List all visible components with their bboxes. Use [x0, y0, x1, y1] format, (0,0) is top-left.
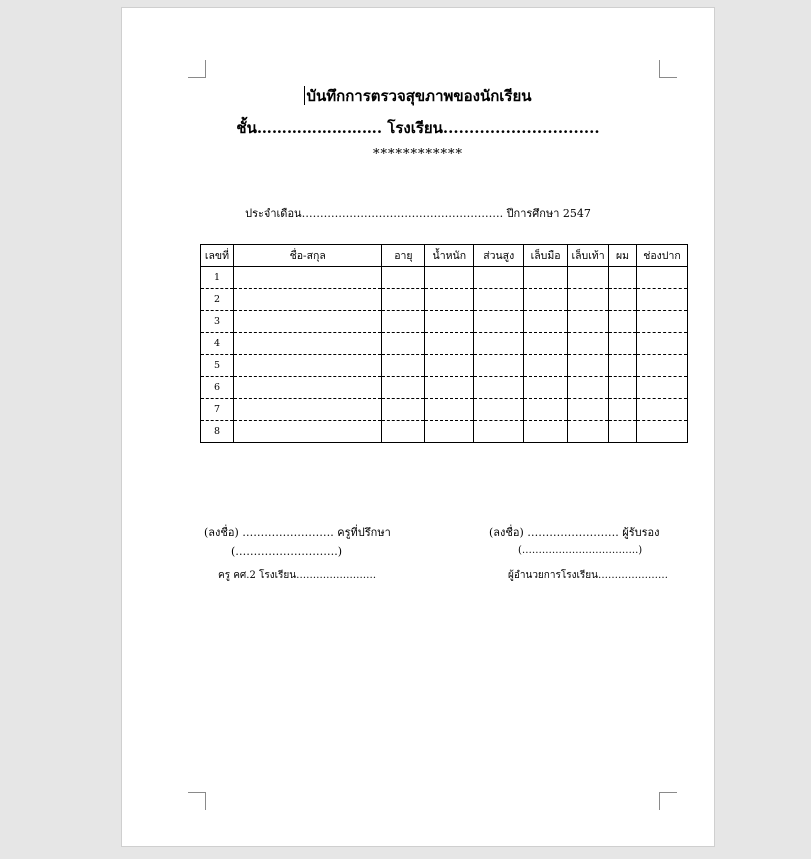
- header-mouth[interactable]: ช่องปาก: [636, 245, 687, 267]
- row-number-cell[interactable]: 1: [201, 267, 234, 289]
- table-cell[interactable]: [609, 267, 637, 289]
- director-signature-line[interactable]: (ลงชื่อ) ……………………. ผู้รับรอง: [489, 526, 660, 539]
- table-cell[interactable]: [636, 399, 687, 421]
- table-cell[interactable]: [568, 355, 609, 377]
- teacher-signature-line[interactable]: (ลงชื่อ) ……………………. ครูที่ปรึกษา: [204, 526, 391, 539]
- document-title-line[interactable]: [122, 84, 714, 108]
- table-cell[interactable]: [474, 377, 524, 399]
- header-name[interactable]: ชื่อ-สกุล: [233, 245, 381, 267]
- table-cell[interactable]: [609, 399, 637, 421]
- header-fingernails[interactable]: เล็บมือ: [524, 245, 568, 267]
- table-cell[interactable]: [609, 311, 637, 333]
- class-school-line[interactable]: ชั้น……………………. โรงเรียน..............................: [236, 119, 600, 137]
- header-toenails[interactable]: เล็บเท้า: [568, 245, 609, 267]
- table-cell[interactable]: [382, 311, 425, 333]
- table-cell[interactable]: [636, 311, 687, 333]
- table-cell[interactable]: [474, 399, 524, 421]
- table-cell[interactable]: [474, 333, 524, 355]
- row-number-cell[interactable]: 5: [201, 355, 234, 377]
- table-cell[interactable]: [425, 311, 474, 333]
- table-cell[interactable]: [524, 355, 568, 377]
- table-cell[interactable]: [233, 311, 381, 333]
- table-row: [201, 267, 688, 289]
- table-cell[interactable]: [474, 267, 524, 289]
- row-number-cell[interactable]: 2: [201, 289, 234, 311]
- row-number-cell[interactable]: 6: [201, 377, 234, 399]
- table-cell[interactable]: [636, 333, 687, 355]
- table-cell[interactable]: [524, 267, 568, 289]
- separator-stars[interactable]: ************: [373, 147, 463, 162]
- table-cell[interactable]: [636, 289, 687, 311]
- table-cell[interactable]: [425, 355, 474, 377]
- table-cell[interactable]: [233, 399, 381, 421]
- table-row: [201, 289, 688, 311]
- table-cell[interactable]: [636, 377, 687, 399]
- table-cell[interactable]: [609, 289, 637, 311]
- table-cell[interactable]: [568, 289, 609, 311]
- header-number[interactable]: เลขที่: [201, 245, 234, 267]
- header-weight[interactable]: น้ำหนัก: [425, 245, 474, 267]
- table-cell[interactable]: [568, 333, 609, 355]
- table-cell[interactable]: [233, 421, 381, 443]
- table-cell[interactable]: [382, 355, 425, 377]
- row-number-cell[interactable]: 8: [201, 421, 234, 443]
- crop-mark-top-right: [659, 60, 677, 78]
- table-cell[interactable]: [382, 377, 425, 399]
- table-cell[interactable]: [382, 289, 425, 311]
- table-cell[interactable]: [425, 377, 474, 399]
- table-cell[interactable]: [425, 421, 474, 443]
- table-cell[interactable]: [524, 289, 568, 311]
- table-cell[interactable]: [233, 267, 381, 289]
- document-title[interactable]: บันทึกการตรวจสุขภาพของนักเรียน: [306, 87, 532, 105]
- table-cell[interactable]: [609, 355, 637, 377]
- crop-mark-bottom-right: [659, 792, 677, 810]
- table-cell[interactable]: [568, 399, 609, 421]
- table-cell[interactable]: [474, 421, 524, 443]
- table-cell[interactable]: [425, 399, 474, 421]
- table-body: [201, 267, 688, 443]
- table-row: [201, 399, 688, 421]
- table-cell[interactable]: [524, 421, 568, 443]
- row-number-cell[interactable]: 4: [201, 333, 234, 355]
- table-cell[interactable]: [524, 377, 568, 399]
- table-cell[interactable]: [425, 267, 474, 289]
- table-cell[interactable]: [425, 289, 474, 311]
- table-cell[interactable]: [524, 311, 568, 333]
- table-cell[interactable]: [568, 421, 609, 443]
- table-cell[interactable]: [636, 267, 687, 289]
- table-cell[interactable]: [382, 267, 425, 289]
- table-cell[interactable]: [609, 333, 637, 355]
- row-number-cell[interactable]: 3: [201, 311, 234, 333]
- table-cell[interactable]: [568, 311, 609, 333]
- table-cell[interactable]: [382, 421, 425, 443]
- header-height[interactable]: ส่วนสูง: [474, 245, 524, 267]
- health-check-table[interactable]: [200, 244, 688, 443]
- table-cell[interactable]: [474, 355, 524, 377]
- table-row: [201, 311, 688, 333]
- table-cell[interactable]: [609, 421, 637, 443]
- table-row: [201, 421, 688, 443]
- crop-mark-top-left: [188, 60, 206, 78]
- table-cell[interactable]: [568, 267, 609, 289]
- table-cell[interactable]: [233, 377, 381, 399]
- table-cell[interactable]: [382, 399, 425, 421]
- table-cell[interactable]: [568, 377, 609, 399]
- table-row: [201, 333, 688, 355]
- month-year-line[interactable]: ประจำเดือน………………………………………………. ปีการศึกษา 2547: [245, 207, 591, 220]
- row-number-cell[interactable]: 7: [201, 399, 234, 421]
- header-hair[interactable]: ผม: [609, 245, 637, 267]
- table-cell[interactable]: [233, 355, 381, 377]
- table-header-row: [201, 245, 688, 267]
- table-cell[interactable]: [233, 333, 381, 355]
- teacher-position-line[interactable]: ครู คศ.2 โรงเรียน……………………: [218, 570, 377, 581]
- header-age[interactable]: อายุ: [382, 245, 425, 267]
- teacher-name-line[interactable]: (……………………….): [231, 545, 343, 558]
- table-cell[interactable]: [382, 333, 425, 355]
- table-cell[interactable]: [425, 333, 474, 355]
- crop-mark-bottom-left: [188, 792, 206, 810]
- document-page: [121, 7, 715, 847]
- table-row: [201, 355, 688, 377]
- table-cell[interactable]: [636, 355, 687, 377]
- table-cell[interactable]: [609, 377, 637, 399]
- director-position-line[interactable]: ผู้อำนวยการโรงเรียน…………………: [508, 570, 668, 581]
- table-cell[interactable]: [233, 289, 381, 311]
- table-row: [201, 377, 688, 399]
- table-cell[interactable]: [474, 289, 524, 311]
- table-cell[interactable]: [524, 399, 568, 421]
- table-cell[interactable]: [636, 421, 687, 443]
- table-cell[interactable]: [474, 311, 524, 333]
- table-cell[interactable]: [524, 333, 568, 355]
- director-name-line[interactable]: (……………………………..): [518, 545, 643, 556]
